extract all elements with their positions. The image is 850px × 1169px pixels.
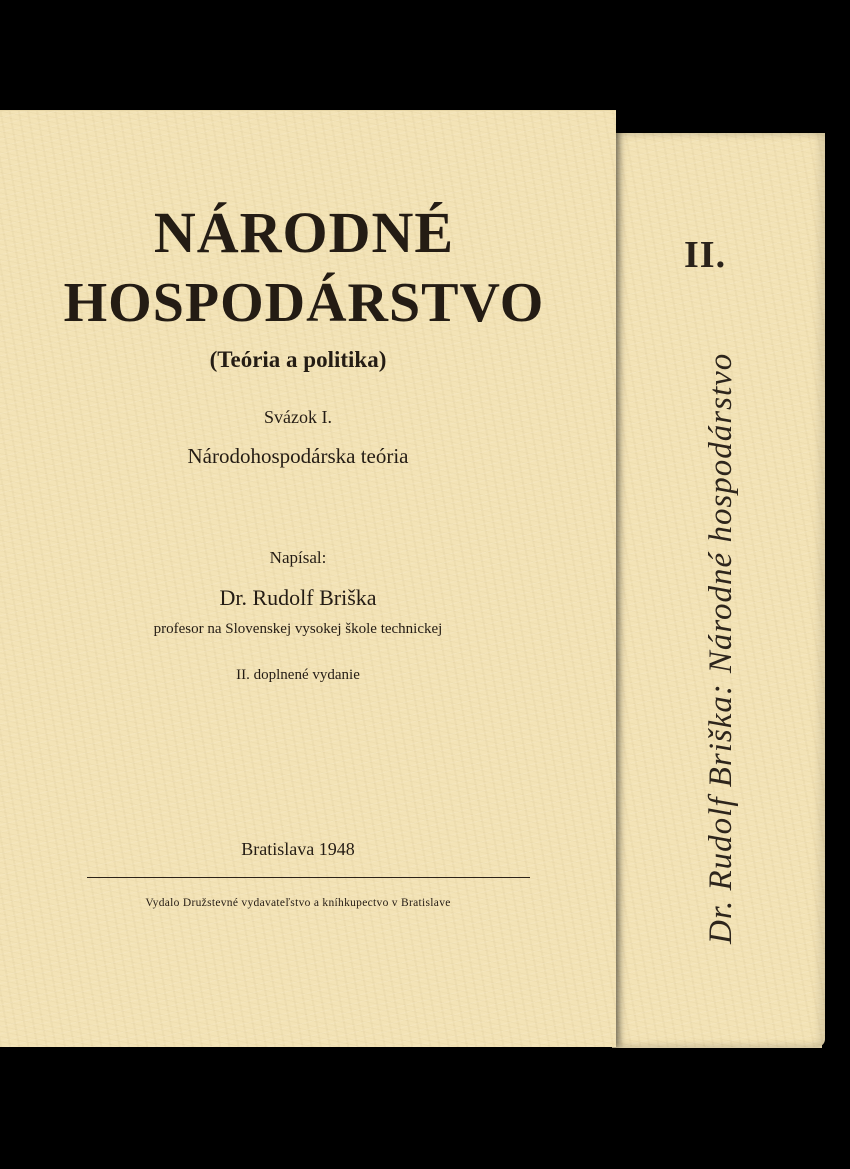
spine-text: [703, 353, 740, 944]
cover-edition: II. doplnené vydanie: [236, 667, 360, 683]
cover-volume: Svázok I.: [264, 407, 332, 427]
book-cover: [0, 110, 616, 1047]
spine-title: Národné hospodárstvo: [703, 352, 739, 674]
cover-title-line2: HOSPODÁRSTVO: [63, 272, 545, 334]
cover-subtitle: (Teória a politika): [209, 347, 387, 372]
spine-volume-number: II.: [684, 234, 727, 276]
cover-divider: [87, 877, 530, 878]
cover-volume-name: Národohospodárska teória: [187, 444, 409, 468]
cover-written-by: Napísal:: [269, 548, 327, 567]
spine-author: Dr. Rudolf Briška:: [703, 683, 739, 944]
cover-city-year: Bratislava 1948: [241, 839, 355, 859]
cover-affiliation: profesor na Slovenskej vysokej škole technickej: [153, 621, 443, 637]
cover-publisher: Vydalo Družstevné vydavateľstvo a kníhkupectvo v Bratislave: [145, 897, 451, 909]
cover-title-line1: NÁRODNÉ: [153, 200, 455, 265]
cover-author: Dr. Rudolf Briška: [219, 585, 377, 610]
